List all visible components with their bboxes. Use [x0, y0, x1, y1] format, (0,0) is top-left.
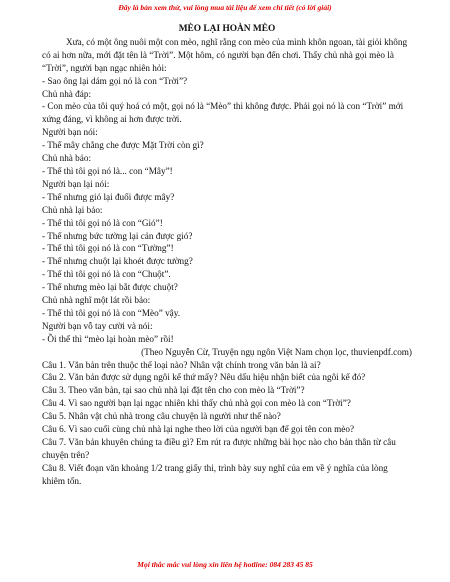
- question-item: Câu 5. Nhân vật chủ nhà trong câu chuyện là người như thế nào?: [42, 411, 281, 422]
- question-item: Câu 7. Văn bản khuyên chúng ta điều gì? Em rút ra được những bài học nào cho bản thân từ câu chuyện trên?: [42, 437, 396, 460]
- story-line: - Thế nhưng gió lại đuổi được mây?: [42, 191, 175, 202]
- story-line: - Thế nhưng mèo lại bắt được chuột?: [42, 282, 178, 293]
- story-line: - Thế thì tôi gọi nó là con “Tường”!: [42, 243, 174, 254]
- story-line: Người bạn lại nói:: [42, 178, 110, 189]
- story-line: - Thế thì tôi gọi nó là con “Mèo” vậy.: [42, 307, 181, 318]
- story-line: Chủ nhà lại bảo:: [42, 204, 103, 215]
- story-line: - Sao ông lại dám gọi nó là con “Trời”?: [42, 75, 188, 86]
- story-line: - Thế nhưng chuột lại khoét được tường?: [42, 256, 193, 267]
- story-line: - Thế thì tôi gọi nó là con “Gió”!: [42, 217, 163, 228]
- story-intro: Xưa, có một ông nuôi một con mèo, nghĩ rằng con mèo của mình khôn ngoan, tài giỏi không có ai hơn nữa, mới đặt tên là “Trời”. Một hôm, có người bạn đến chơi. Thấy chủ nhà gọi mèo là “Trời”, người bạn ngạc nhiên hỏi:: [42, 36, 408, 73]
- question-item: Câu 6. Vì sao cuối cùng chủ nhà lại nghe theo lời của người bạn để gọi tên con mèo?: [42, 424, 355, 435]
- hotline-banner: Mọi thắc mắc vui lòng xin liên hệ hotline: 084 283 45 85: [137, 560, 313, 569]
- story-line: - Thế thì tôi gọi nó là... con “Mây”!: [42, 165, 173, 176]
- story-line: - Thế nhưng bức tường lại cản được gió?: [42, 230, 193, 241]
- story-line: Chủ nhà bảo:: [42, 153, 91, 164]
- question-item: Câu 3. Theo văn bản, tại sao chủ nhà lại đặt tên cho con mèo là “Trời”?: [42, 385, 305, 396]
- document-body: [42, 23, 412, 488]
- story-line: - Thế mây chẳng che được Mặt Trời còn gì?: [42, 140, 204, 151]
- story-line: Người bạn nói:: [42, 127, 98, 138]
- story-line: - Ồi thế thì “mèo lại hoàn mèo” rồi!: [42, 333, 174, 344]
- story-line: Chủ nhà nghĩ một lát rồi bảo:: [42, 295, 151, 306]
- preview-notice-banner: Đây là bản xem thử, vui lòng mua tài liệu để xem chi tiết (có lời giải): [118, 3, 332, 12]
- story-title: MÈO LẠI HOÀN MÈO: [178, 24, 276, 34]
- story-line: Người bạn vỗ tay cười và nói:: [42, 320, 153, 331]
- story-line: Chủ nhà đáp:: [42, 88, 91, 99]
- question-item: Câu 2. Văn bản được sử dụng ngôi kể thứ mấy? Nêu dấu hiệu nhận biết của ngôi kể đó?: [42, 372, 366, 383]
- story-line: - Con mèo của tôi quý hoá có một, gọi nó là “Mèo” thì không được. Phải gọi nó là con “Trời” mới xứng đáng, vì không ai hơn được trời.: [42, 101, 404, 125]
- question-item: Câu 4. Vì sao người bạn lại ngạc nhiên khi thấy chủ nhà gọi con mèo là con “Trời”?: [42, 398, 351, 409]
- story-source: (Theo Nguyễn Cừ, Truyện ngụ ngôn Việt Nam chọn lọc, thuvienpdf.com): [141, 346, 412, 357]
- question-item: Câu 8. Viết đoạn văn khoảng 1/2 trang giấy thi, trình bày suy nghĩ của em về ý nghĩa của lòng khiêm tốn.: [42, 462, 388, 486]
- story-line: - Thế thì tôi gọi nó là con “Chuột”.: [42, 269, 171, 280]
- question-item: Câu 1. Văn bản trên thuộc thể loại nào? Nhân vật chính trong văn bản là ai?: [42, 359, 321, 370]
